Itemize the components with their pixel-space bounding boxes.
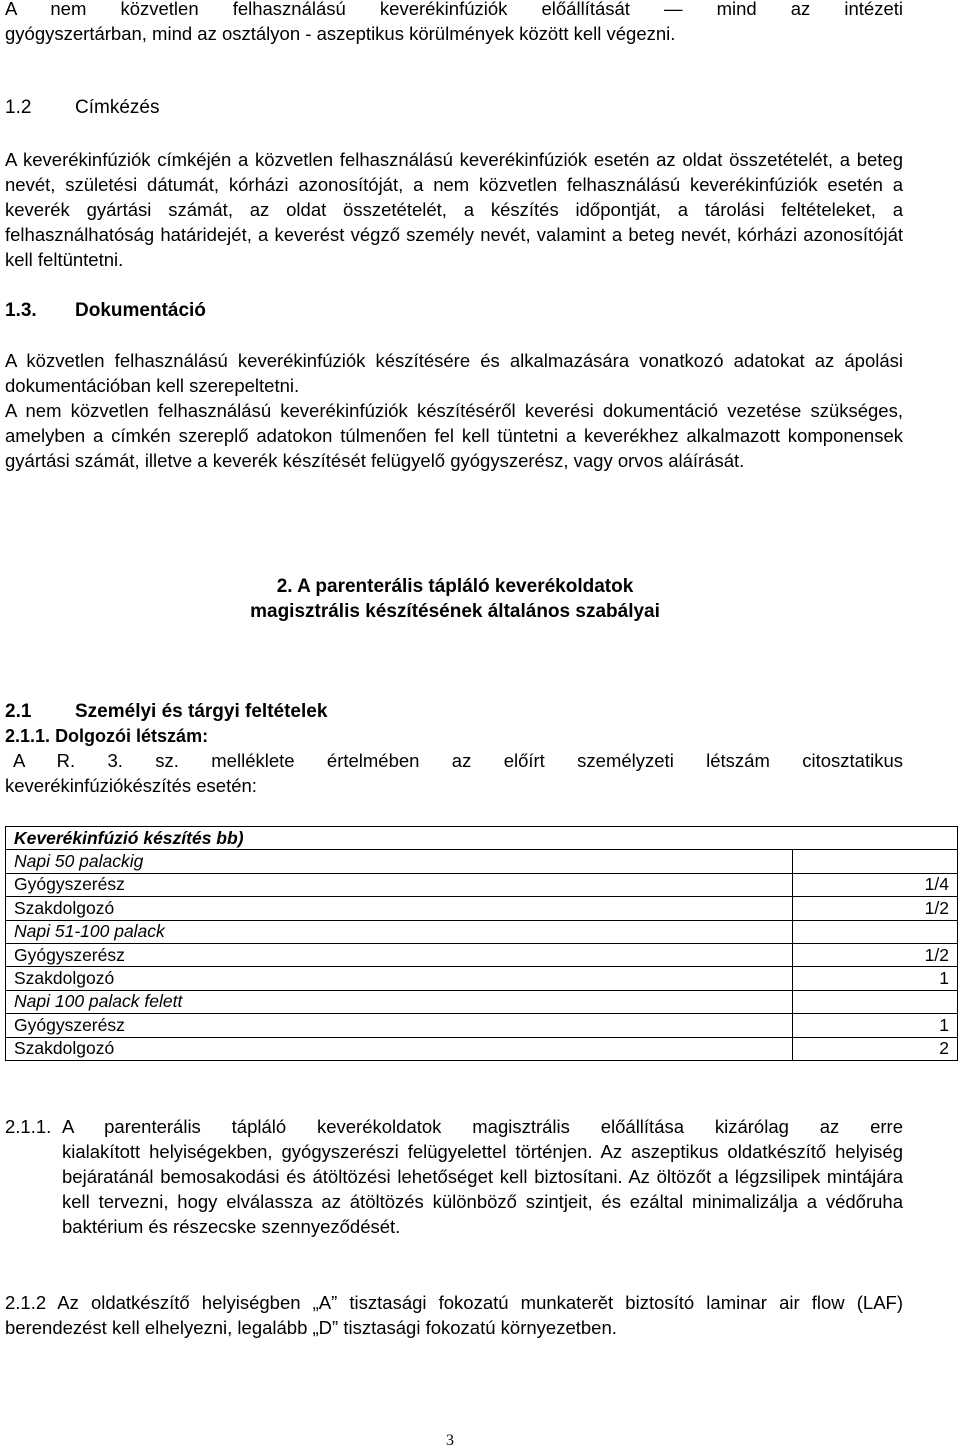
table-cell-label: Napi 50 palackig (6, 850, 793, 873)
section-1-3-body-2: A nem közvetlen felhasználású keverékinfúziók készítéséről keverési dokumentáció vezetése szükséges, amelyben a címkén szereplő adatokon túlmenően fel kell tüntetni a keverékhez alkalmazott komponensek gyártási számát, illetve a keverék készítését felügyelő gyógyszerész, vagy orvos aláírását. (5, 400, 903, 471)
chapter-heading-line-1: 2. A parenterális tápláló keverékoldatok (276, 576, 634, 597)
intro-line-2: gyógyszertárban, mind az osztályon - aszeptikus körülmények között kell végezni. (5, 23, 676, 44)
table-cell-value (793, 920, 958, 943)
intro-line-1: A nem közvetlen felhasználású keverékinfúziók előállítását — mind az intézeti (5, 0, 903, 19)
table-cell-label: Gyógyszerész (6, 873, 793, 896)
table-row (6, 850, 958, 873)
section-number: 1.2 (5, 97, 32, 118)
staff-intro-line-2: keverékinfúziókészítés esetén: (5, 775, 257, 796)
section-2-1-1-body (5, 748, 903, 798)
table-cell-value: 1/4 (793, 873, 958, 896)
section-1-2-body: A keverékinfúziók címkéjén a közvetlen felhasználású keverékinfúziók esetén az oldat összetételét, a beteg nevét, születési dátumát, kórházi azonosítóját, a nem közvetlen felhasználású keverékinfúziók esetén a keverék gyártási számát, az oldat összetételét, a készítés időpontját, a tárolási feltételeket, a felhasználhatóság határidejét, a keverést végző személy nevét, valamint a beteg nevét, kórházi azonosítóját kell feltüntetni. (5, 149, 903, 270)
page-number: 3 (446, 1432, 454, 1449)
section-2-1-1-paragraph (5, 1114, 903, 1239)
table-row (6, 943, 958, 966)
section-number: 2.1 (5, 701, 32, 722)
paragraph-number: 2.1.2 (5, 1292, 47, 1313)
table-cell-value: 1/2 (793, 897, 958, 920)
section-number: 1.3. (5, 300, 37, 321)
table-cell-label: Gyógyszerész (6, 1014, 793, 1037)
table-cell-value: 1/2 (793, 943, 958, 966)
staff-table (5, 826, 958, 1061)
subsection-title: Dolgozói létszám: (55, 726, 209, 746)
table-cell-value (793, 850, 958, 873)
paragraph-rest: kialakított helyiségekben, gyógyszerészi felügyelettel történjen. Az aszeptikus oldatkészítő helyiség bejáratánál bemosakodási és átöltözési lehetőséget kell biztosítani. Az öltözőt a légzsilipek mintájára kell tervezni, hogy elválassza az átöltözés különböző szintjeit, és ezáltal minimalizálja a védőruha baktérium és részecske szennyeződését. (62, 1141, 903, 1237)
table-cell-label: Napi 51-100 palack (6, 920, 793, 943)
paragraph-lead: A parenterális tápláló keverékoldatok magisztrális előállítása kizárólag az erre (62, 1116, 903, 1137)
section-1-3-body-1: A közvetlen felhasználású keverékinfúziók készítésére és alkalmazására vonatkozó adatokat az ápolási dokumentációban kell szerepeltetni. (5, 350, 903, 396)
chapter-heading-line-2: magisztrális készítésének általános szabályai (250, 601, 660, 622)
table-cell-label: Gyógyszerész (6, 943, 793, 966)
table-cell-value: 1 (793, 1014, 958, 1037)
table-row (6, 967, 958, 990)
table-row (6, 1037, 958, 1060)
section-2-1-1-heading (5, 724, 208, 748)
table-header-row (6, 827, 958, 850)
section-title: Dokumentáció (75, 300, 206, 321)
table-cell-value: 1 (793, 967, 958, 990)
section-1-2-heading (5, 96, 159, 120)
table-cell-label: Szakdolgozó (6, 1037, 793, 1060)
subsection-number: 2.1.1. (5, 726, 51, 746)
section-1-3-heading (5, 299, 206, 323)
table-row (6, 1014, 958, 1037)
paragraph-body-wrap (5, 1290, 903, 1340)
chapter-2-heading (0, 574, 910, 624)
table-cell-label: Szakdolgozó (6, 967, 793, 990)
table-row (6, 897, 958, 920)
section-2-1-2-paragraph (5, 1290, 903, 1340)
section-title: Címkézés (75, 97, 160, 118)
table-header-cell: Keverékinfúzió készítés bb) (6, 827, 958, 850)
table-cell-value (793, 990, 958, 1013)
table-row (6, 873, 958, 896)
paragraph-body: Az oldatkészítő helyiségben „A” tisztasági fokozatú munkaterět biztosító laminar air flow (LAF) berendezést kell elhelyezni, legalább „D” tisztasági fokozatú környezetben. (5, 1292, 903, 1338)
table-row (6, 920, 958, 943)
paragraph-first-line (5, 1114, 903, 1139)
table-cell-label: Szakdolgozó (6, 897, 793, 920)
table-row (6, 990, 958, 1013)
paragraph-number: 2.1.1. (5, 1116, 52, 1137)
table-cell-label: Napi 100 palack felett (6, 990, 793, 1013)
table-cell-value: 2 (793, 1037, 958, 1060)
section-title: Személyi és tárgyi feltételek (75, 701, 328, 722)
intro-paragraph (5, 0, 903, 46)
staff-intro-line-1: A R. 3. sz. melléklete értelmében az előírt személyzeti létszám citosztatikus (13, 750, 903, 771)
section-2-1-heading (5, 700, 327, 724)
